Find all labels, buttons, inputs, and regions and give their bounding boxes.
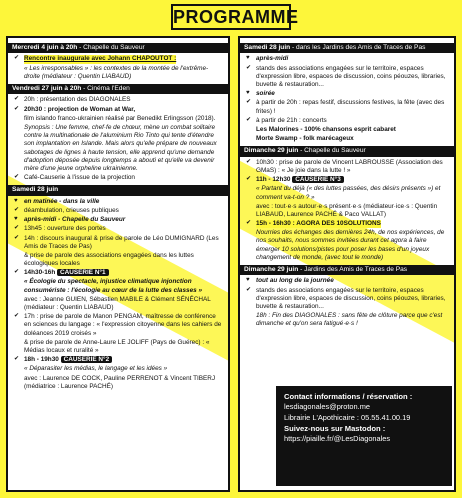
event-line: 17h : prise de parole de Manon PENGAM, maîtresse de conférence en sciences du langage : « l'expression citoyenne dans les cahiers de doléances 2019 croisés » xyxy=(24,313,222,337)
event-line: « Déparasiter les médias, le langage et les idées » xyxy=(24,365,168,373)
day-heading: Samedi 28 juin - dans les Jardins des Amis de Traces de Pas xyxy=(240,43,454,53)
contact-box xyxy=(276,386,452,486)
event-line: avec : Jeanne GUIEN, Sébastien MABILE & Clément SÉNÉCHAL (médiateur : Quentin LIABAUD) xyxy=(24,295,211,311)
check-icon: ✔ xyxy=(14,313,20,320)
event-line: « Les irresponsables » : les contextes de la montée de l'extrême-droite (médiateur : Quentin LIABAUD) xyxy=(24,64,209,80)
event-line: Les Malorines - 100% chansons esprit cabaret xyxy=(256,125,396,133)
check-icon: ✔ xyxy=(246,64,252,71)
heart-icon: ♥ xyxy=(246,277,250,284)
event-line: 18h : Fin des DIAGONALES : sans fête de clôture parce que c'est dimanche et qu'on sera fatigué·e·s ! xyxy=(256,312,443,328)
event-time: 18h - 19h30 xyxy=(24,356,59,364)
event-line: film islando franco-ukrainien réalisé par Benedikt Erlingsson (2018). xyxy=(24,114,216,122)
day-heading: Dimanche 29 juin - Chapelle du Sauveur xyxy=(240,146,454,156)
event-line: déambulation, crieuses publiques xyxy=(24,206,119,214)
event-time: 11h - 12h30 xyxy=(256,176,291,184)
check-icon: ✔ xyxy=(246,176,252,183)
event-line: « Partant du déjà (« des luttes passées, des désirs présents ») et comment va-t-on ? » xyxy=(256,185,441,201)
heart-icon: ♥ xyxy=(246,55,250,62)
event-line: avec : tout·e·s autour·e·s présent·e·s (médiateur·ice·s : Quentin LIABAUD, Laurence PACHÉ & Paco VALLAT) xyxy=(256,202,438,218)
check-icon: ✔ xyxy=(246,99,252,106)
event-line: 10h30 : prise de parole de Vincent LABROUSSE (Association des GMaS) : « Je joie dans la lutte ! » xyxy=(256,158,443,174)
day-heading: Dimanche 29 juin - Jardins des Amis de Traces de Pas xyxy=(240,265,454,275)
heart-icon: ♥ xyxy=(14,197,18,204)
check-icon: ✔ xyxy=(14,206,20,213)
event-line: en matinée - dans la ville xyxy=(24,197,100,205)
event-line: stands des associations engagées sur le territoire, espaces d'expression libre, espaces de discussion, coins péouzes, libraries, buvette & restauration... xyxy=(256,64,446,88)
check-icon: ✔ xyxy=(14,234,20,241)
event-line: Morte Swamp - folk marécageux xyxy=(256,135,354,143)
event-line: 20h : présentation des DIAGONALES xyxy=(24,96,131,104)
check-icon: ✔ xyxy=(14,225,20,232)
page-title: PROGRAMME xyxy=(171,4,291,30)
event-line: 14h : discours inaugural & prise de parole de Léo DUMIGNARD (Les Amis de Traces de Pas) xyxy=(24,234,219,250)
event-time: 14h30-16h xyxy=(24,269,56,277)
event-line: à partir de 20h : repas festif, discussions festives, la fête (avec des frites) ! xyxy=(256,99,445,115)
day-heading: Vendredi 27 juin à 20h - Cinéma l'Eden xyxy=(8,84,228,94)
event-line: & prise de parole des associations engagées dans les luttes écologiques locales xyxy=(24,251,194,268)
day-heading: Samedi 28 juin xyxy=(8,185,228,195)
check-icon: ✔ xyxy=(14,174,20,181)
causerie-badge: CAUSERIE N°2 xyxy=(61,356,113,363)
check-icon: ✔ xyxy=(246,158,252,165)
contact-phone: Librairie L'Apothicaire : 05.55.41.00.19 xyxy=(284,412,411,422)
event-line: 15h - 16h30 : AGORA DES 10SOLUTIONS xyxy=(256,220,381,228)
event-line: Synopsis : Une femme, chef·fe de chœur, mène un combat solitaire contre la multinationale de l'aluminium Rio Tinto qui tente d'étendre son implantation en Islande. Mais alors qu'elle prépare de nouveaux sabotages de lignes à haute tension, elle apprend qu'une demande d'adoption déposée depuis longtemps a abouti et qu'elle va devenir mère d'une jeune orpheline ukrainienne. xyxy=(24,124,217,172)
check-icon: ✔ xyxy=(14,105,20,112)
event-line: stands des associations engagées sur le territoire, espaces d'expression libre, espaces de discussion, coins péouzes, libraries, buvette & restauration... xyxy=(256,286,446,310)
event-line: 20h30 : projection de Woman at War, xyxy=(24,105,136,113)
event-line: soirée xyxy=(256,90,275,98)
causerie-badge: CAUSERIE N°1 xyxy=(57,269,109,276)
event-line: après-midi xyxy=(256,55,289,63)
check-icon: ✔ xyxy=(14,356,20,363)
left-column xyxy=(6,36,230,492)
mastodon-link[interactable]: https://piaille.fr/@LesDiagonales xyxy=(284,434,391,444)
contact-heading: Contact informations / réservation : xyxy=(284,392,413,401)
check-icon: ✔ xyxy=(246,116,252,123)
heart-icon: ♥ xyxy=(14,216,18,223)
check-icon: ✔ xyxy=(14,55,20,62)
check-icon: ✔ xyxy=(246,286,252,293)
event-line: Nourries des échanges des dernières 24h, de nos expériences, de nos souhaits, nous sommes invitées durant cet agora à faire émerger 10 solutions/pistes pour poser les bases d'un joyeux changement de monde, (avec tout le monde) xyxy=(256,229,445,261)
event-line: avec : Laurence DE COCK, Pauline PERRENOT & Vincent TIBERJ (médiatrice : Laurence PACHÉ) xyxy=(24,374,216,390)
check-icon: ✔ xyxy=(246,220,252,227)
contact-email[interactable]: lesdiagonales@proton.me xyxy=(284,402,370,411)
event-line: après-midi - Chapelle du Sauveur xyxy=(24,216,126,224)
mastodon-heading: Suivez-nous sur Mastodon : xyxy=(284,424,386,434)
event-line: à partir de 21h : concerts xyxy=(256,116,327,124)
event-line: « Écologie du spectacle, injustice climatique injonction consumériste : l'écologie au cœur de la lutte des classes » xyxy=(24,278,203,294)
heart-icon: ♥ xyxy=(246,90,250,97)
event-line: 13h45 : ouverture des portes xyxy=(24,225,106,233)
event-line: Rencontre inaugurale avec Johann CHAPOUTOT : xyxy=(24,55,177,63)
event-line: Café-Causerie à l'issue de la projection xyxy=(24,174,135,182)
causerie-badge: CAUSERIE N°3 xyxy=(292,176,344,183)
check-icon: ✔ xyxy=(14,269,20,276)
check-icon: ✔ xyxy=(14,96,20,103)
day-heading: Mercredi 4 juin à 20h - Chapelle du Sauveur xyxy=(8,43,228,53)
event-line: tout au long de la journée xyxy=(256,277,334,285)
event-line: & prise de parole de Anne-Laure LE JOLIFF (Pays de Guérec) : « Médias locaux et ruralité » xyxy=(24,338,210,354)
